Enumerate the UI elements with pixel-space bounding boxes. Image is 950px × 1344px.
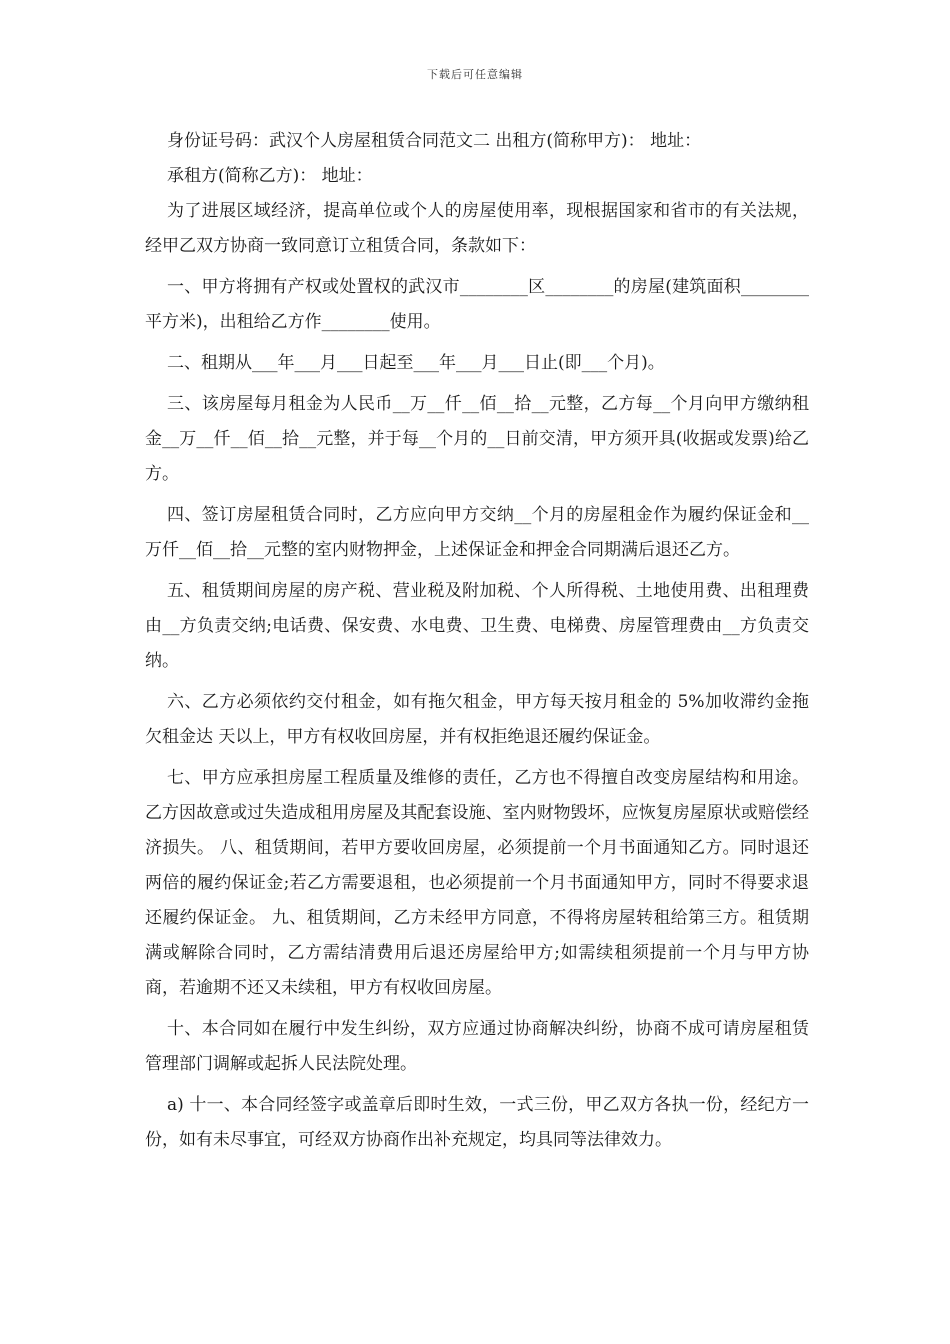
- paragraph-clause-2: 二、租期从___年___月___日起至___年___月___日止(即___个月)。: [167, 353, 665, 373]
- paragraph-preamble: 为了进展区域经济，提高单位或个人的房屋使用率，现根据国家和省市的有关法规，经甲乙双方协商一致同意订立租赁合同，条款如下：: [145, 201, 809, 256]
- paragraph-clause-6: 六、乙方必须依约交付租金，如有拖欠租金，甲方每天按月租金的 5%加收滞约金拖欠租金达 天以上，甲方有权收回房屋，并有权拒绝退还履约保证金。: [145, 692, 809, 747]
- paragraph-clause-4: 四、签订房屋租赁合同时，乙方应向甲方交纳__个月的房屋租金作为履约保证金和__万仟__佰__拾__元整的室内财物押金，上述保证金和押金合同期满后退还乙方。: [145, 505, 809, 560]
- page-header-note: 下载后可任意编辑: [427, 68, 523, 81]
- paragraph-id-number: 身份证号码：武汉个人房屋租赁合同范文二 出租方(简称甲方)： 地址：: [167, 131, 702, 151]
- paragraph-clause-5: 五、租赁期间房屋的房产税、营业税及附加税、个人所得税、土地使用费、出租理费由__方负责交纳;电话费、保安费、水电费、卫生费、电梯费、房屋管理费由__方负责交纳。: [145, 581, 809, 671]
- paragraph-clause-1: 一、甲方将拥有产权或处置权的武汉市________区________的房屋(建筑面积________平方米)，出租给乙方作________使用。: [145, 277, 809, 332]
- paragraph-clause-7-9: 七、甲方应承担房屋工程质量及维修的责任，乙方也不得擅自改变房屋结构和用途。乙方因故意或过失造成租用房屋及其配套设施、室内财物毁坏，应恢复房屋原状或赔偿经济损失。 八、租赁期间，若甲方要收回房屋，必须提前一个月书面通知乙方。同时退还两倍的履约保证金;若乙方需要退租，也必须提前一个月书面通知甲方，同时不得要求退还履约保证金。 九、租赁期间，乙方未经甲方同意，不得将房屋转租给第三方。租赁期满或解除合同时，乙方需结清费用后退还房屋给甲方;如需续租须提前一个月与甲方协商，若逾期不还又未续租，甲方有权收回房屋。: [145, 768, 809, 998]
- paragraph-clause-3: 三、该房屋每月租金为人民币__万__仟__佰__拾__元整，乙方每__个月向甲方缴纳租金__万__仟__佰__拾__元整，并于每__个月的__日前交清，甲方须开具(收据或发票)给乙方。: [145, 394, 809, 484]
- paragraph-lessee: 承租方(简称乙方)： 地址：: [167, 166, 373, 186]
- paragraph-clause-11: a) 十一、本合同经签字或盖章后即时生效，一式三份，甲乙双方各执一份，经纪方一份，如有未尽事宜，可经双方协商作出补充规定，均具同等法律效力。: [145, 1095, 809, 1150]
- document-body: [145, 124, 809, 1164]
- paragraph-clause-10: 十、本合同如在履行中发生纠纷，双方应通过协商解决纠纷，协商不成可请房屋租赁管理部门调解或起拆人民法院处理。: [145, 1019, 809, 1074]
